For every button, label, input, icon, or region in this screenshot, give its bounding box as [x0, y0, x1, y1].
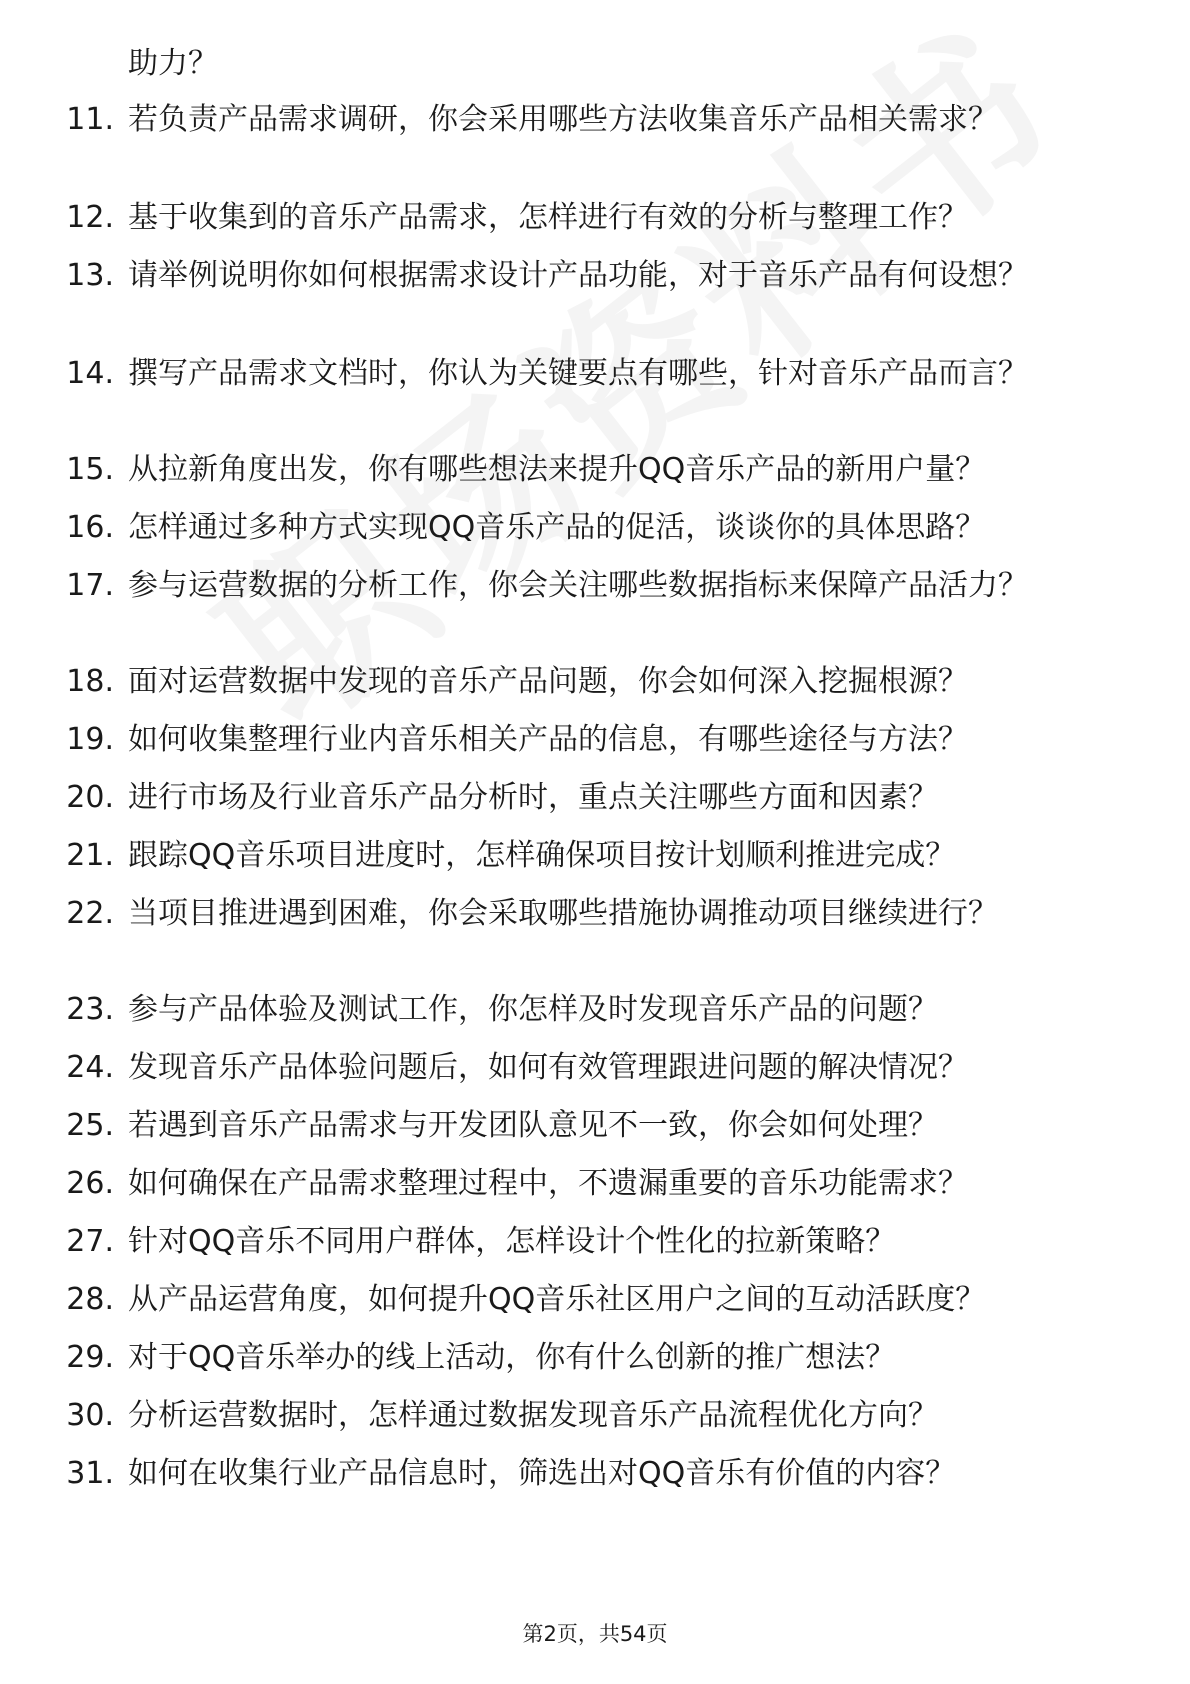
item-number: 28. [66, 1282, 114, 1317]
item-number: 26. [66, 1166, 114, 1201]
item-number: 20. [66, 780, 114, 815]
item-number: 22. [66, 896, 114, 931]
item-number: 29. [66, 1340, 114, 1375]
item-number: 13. [66, 258, 114, 293]
item-text: 若遇到音乐产品需求与开发团队意见不一致，你会如何处理？ [128, 1108, 938, 1143]
item-number: 11. [66, 102, 114, 137]
item-number: 25. [66, 1108, 114, 1143]
item-text: 参与产品体验及测试工作，你怎样及时发现音乐产品的问题？ [128, 992, 938, 1027]
item-number: 12. [66, 200, 114, 235]
item-text: 对于QQ音乐举办的线上活动，你有什么创新的推广想法？ [128, 1340, 896, 1375]
item-text: 如何在收集行业产品信息时，筛选出对QQ音乐有价值的内容？ [128, 1456, 956, 1491]
item-text: 参与运营数据的分析工作，你会关注哪些数据指标来保障产品活力？ [128, 568, 1028, 603]
item-number: 21. [66, 838, 114, 873]
item-text: 从产品运营角度，如何提升QQ音乐社区用户之间的互动活跃度？ [128, 1282, 986, 1317]
item-number: 31. [66, 1456, 114, 1491]
continuation-text: 助力？ [128, 46, 218, 81]
item-number: 17. [66, 568, 114, 603]
item-number: 18. [66, 664, 114, 699]
item-number: 19. [66, 722, 114, 757]
item-number: 27. [66, 1224, 114, 1259]
page-footer: 第2页，共54页 [522, 1622, 668, 1646]
item-text: 基于收集到的音乐产品需求，怎样进行有效的分析与整理工作？ [128, 200, 968, 235]
item-text: 怎样通过多种方式实现QQ音乐产品的促活，谈谈你的具体思路？ [128, 510, 986, 545]
item-text: 分析运营数据时，怎样通过数据发现音乐产品流程优化方向？ [128, 1398, 938, 1433]
item-text: 进行市场及行业音乐产品分析时，重点关注哪些方面和因素？ [128, 780, 938, 815]
item-number: 15. [66, 452, 114, 487]
item-text: 面对运营数据中发现的音乐产品问题，你会如何深入挖掘根源？ [128, 664, 968, 699]
item-text: 请举例说明你如何根据需求设计产品功能，对于音乐产品有何设想？ [128, 258, 1028, 293]
item-text: 针对QQ音乐不同用户群体，怎样设计个性化的拉新策略？ [128, 1224, 896, 1259]
item-number: 24. [66, 1050, 114, 1085]
item-number: 16. [66, 510, 114, 545]
item-number: 14. [66, 356, 114, 391]
item-number: 30. [66, 1398, 114, 1433]
item-text: 如何确保在产品需求整理过程中，不遗漏重要的音乐功能需求？ [128, 1166, 968, 1201]
item-text: 当项目推进遇到困难，你会采取哪些措施协调推动项目继续进行？ [128, 896, 998, 931]
item-number: 23. [66, 992, 114, 1027]
item-text: 撰写产品需求文档时，你认为关键要点有哪些，针对音乐产品而言？ [128, 356, 1028, 391]
item-text: 从拉新角度出发，你有哪些想法来提升QQ音乐产品的新用户量？ [128, 452, 986, 487]
item-text: 如何收集整理行业内音乐相关产品的信息，有哪些途径与方法？ [128, 722, 968, 757]
item-text: 跟踪QQ音乐项目进度时，怎样确保项目按计划顺利推进完成？ [128, 838, 956, 873]
item-text: 发现音乐产品体验问题后，如何有效管理跟进问题的解决情况？ [128, 1050, 968, 1085]
item-text: 若负责产品需求调研，你会采用哪些方法收集音乐产品相关需求？ [128, 102, 998, 137]
